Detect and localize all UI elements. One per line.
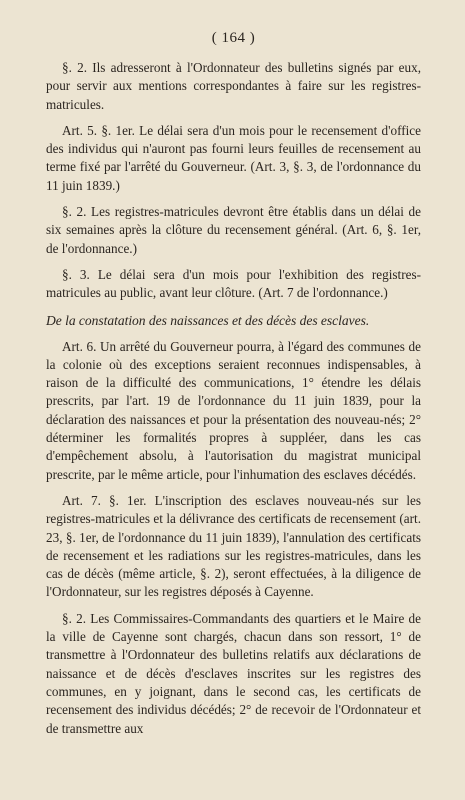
paragraph-article-7-section-2: §. 2. Les Commissaires-Commandants des quartiers et le Maire de la ville de Cayenne sont chargés, chacun dans son ressort, 1° de transmettre à l'Ordonnateur des bulletins relatifs aux déclarations de naissance et de décès d'esclaves inscrites sur les registres des communes, en y joignant, dans le second cas, les certificats de recensement des individus décédés; 2° de recevoir de l'Ordonnateur et de transmettre aux xyxy=(46,610,421,736)
paragraph-article-5-section-1: Art. 5. §. 1er. Le délai sera d'un mois pour le recensement d'office des individus qui n'auront pas fourni leurs feuilles de recensement au terme fixé par l'arrêté du Gouverneur. (Art. 3, §. 3, de l'ordonnance du 11 juin 1839.) xyxy=(46,122,421,193)
section-heading: De la constatation des naissances et des décès des esclaves. xyxy=(46,312,370,328)
paragraph-article-4-section-2: §. 2. Ils adresseront à l'Ordonnateur des bulletins signés par eux, pour servir aux mentions correspondantes à faire sur les registres-matricules. xyxy=(46,60,421,112)
paragraph-article-5-section-3: §. 3. Le délai sera d'un mois pour l'exhibition des registres-matricules au public, avant leur clôture. (Art. 7 de l'ordonnance.) xyxy=(46,266,421,301)
paragraph-article-5-section-2: §. 2. Les registres-matricules devront être établis dans un délai de six semaines après la clôture du recensement général. (Art. 6, §. 1er, de l'ordonnance.) xyxy=(46,204,421,256)
paragraph-article-6: Art. 6. Un arrêté du Gouverneur pourra, à l'égard des communes de la colonie où des exceptions seraient reconnues indispensables, à raison de la difficulté des communications, 1° étendre les délais prescrits, par l'art. 19 de l'ordonnance du 11 juin 1839, pour la déclaration des naissances et pour la présentation des nouveau-nés; 2° déterminer les formalités propres à suppléer, dans les cas d'empêchement absolu, à l'autorisation du magistrat municipal prescrite, par le même article, pour l'inhumation des esclaves décédés. xyxy=(46,338,421,482)
paragraph-article-7-section-1: Art. 7. §. 1er. L'inscription des esclaves nouveau-nés sur les registres-matricules et la délivrance des certificats de recensement (art. 23, §. 1er, de l'ordonnance du 11 juin 1839), l'annulation des certificats de recensement et les radiations sur les registres-matricules, dans les cas de décès (même article, §. 2), seront effectuées, à la diligence de l'Ordonnateur, sur les registres déposés à Cayenne. xyxy=(46,492,421,600)
page-number: ( 164 ) xyxy=(211,30,256,46)
